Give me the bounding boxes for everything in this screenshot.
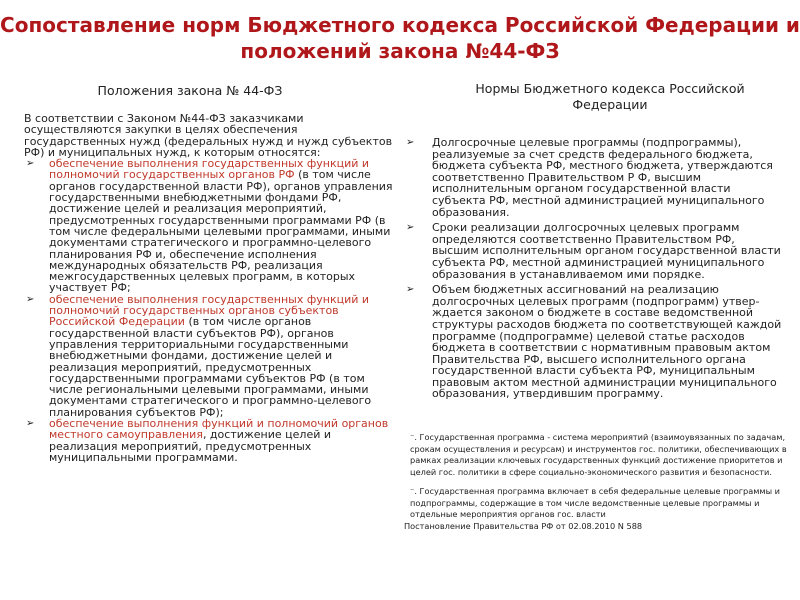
bullet-text: , достижение целей и реализация мероприятий, предусмотренных муниципальными программами. xyxy=(49,428,332,464)
bullet-dot: ⁻. xyxy=(410,486,417,496)
left-bullet-municipal xyxy=(24,418,394,463)
right-column-heading: Нормы Бюджетного кодекса Российской Федерации xyxy=(475,81,745,112)
note-decree: Постановление Правительства РФ от 02.08.2010 N 588 xyxy=(404,520,643,531)
note-program-contents xyxy=(404,486,788,521)
slide-title: Сопоставление норм Бюджетного кодекса Российской Федерации и положений закона №44-ФЗ xyxy=(0,13,800,63)
footnotes xyxy=(404,432,788,532)
bullet-text: Долгосрочные целевые программы (подпрограммы), реализуемые за счет средств федерального бюджета, бюджета субъекта РФ, местного бюджета, утверждаются соответственно Правительством Р Ф, высшим исполнительным органом государственной власти субъекта РФ, местной администрацией муниципального образования. xyxy=(432,136,773,219)
highlight-text: обеспечение выполнения государственных функций и полномочий государственных органов РФ xyxy=(49,157,370,182)
left-bullet-federal xyxy=(24,158,394,294)
arrow-bullet-icon: ➢ xyxy=(26,293,35,305)
budget-code-norms xyxy=(404,137,784,404)
arrow-bullet-icon: ➢ xyxy=(406,284,415,296)
highlight-text: обеспечение выполнения государственных функций и полномочий государственных органов субъектов Российской Федерации xyxy=(49,292,370,329)
right-bullet-programs xyxy=(404,137,784,218)
bullet-text: Сроки реализации долгосрочных целевых программ определяются соответственно Правительством РФ, высшим исполнительным органом государственной власти субъекта РФ, местной администрацией муниципального образования в устанавливаемом ими порядке. xyxy=(432,221,781,281)
right-bullet-terms xyxy=(404,222,784,280)
note-text: Государственная программа включает в себя федеральные целевые программы и подпрограммы, содержащие в том числе ведомственные целевые программы и отдельные мероприятия органов гос. власти xyxy=(410,486,781,519)
bullet-text: (в том числе органов государственной власти РФ), органов управления государственными внебюджетными фондами РФ, достижение целей и реализация мероприятий, предусмотренных государственными программами РФ (в том числе федеральными целевыми программами, иными документами стратегического и программно-целевого планирования РФ и, обеспечение исполнения международных обязательств РФ, реализация межгосударственных целевых программ, в которых участвует РФ; xyxy=(49,168,393,295)
arrow-bullet-icon: ➢ xyxy=(406,222,415,234)
arrow-bullet-icon: ➢ xyxy=(26,418,35,430)
bullet-text: Объем бюджетных ассигнований на реализацию долгосрочных целевых программ (подпрограмм) утвер- ждается законом о бюджете в составе ведомственной структуры расходов бюджета по соответствующей каждой программе (подпрограмме) целевой статье расходов бюджета в соответствии с нормативным правовым актом Правительства РФ, высшего исполнительного органа государственной власти субъекта РФ, муниципальным правовым актом местной администрации муниципального образования, утвердившим программу. xyxy=(432,283,782,401)
left-column-heading: Положения закона № 44-ФЗ xyxy=(97,83,283,98)
left-intro: В соответствии с Законом №44-ФЗ заказчиками осуществляются закупки в целях обеспечения государственных нужд (федеральных нужд и нужд субъектов РФ) и муниципальных нужд, к которым относятся: xyxy=(24,112,393,159)
bullet-text: (в том числе органов государственной власти субъектов РФ), органов управления территориальными государственными внебюджетными фондами, достижение целей и реализация мероприятий, предусмотренных государственными программами субъектов РФ (в том числе региональными целевыми программами, иными документами стратегического и программно-целевого планирования субъектов РФ); xyxy=(49,315,372,419)
left-bullet-regional xyxy=(24,294,394,418)
arrow-bullet-icon: ➢ xyxy=(26,158,35,170)
right-bullet-allocations xyxy=(404,284,784,400)
arrow-bullet-icon: ➢ xyxy=(406,137,415,148)
note-text: Государственная программа - система мероприятий (взаимоувязанных по задачам, срокам осуществления и ресурсам) и инструментов гос. политики, обеспечивающих в рамках реализации ключевых государственных функций достижение приоритетов и целей гос. политики в сфере социально-экономического развития и безопасности. xyxy=(410,432,787,477)
bullet-dot: ⁻. xyxy=(410,432,417,442)
note-state-program xyxy=(404,432,788,478)
law-44-provisions xyxy=(24,113,394,463)
highlight-text: обеспечение выполнения функций и полномочий органов местного самоуправления xyxy=(49,417,389,442)
